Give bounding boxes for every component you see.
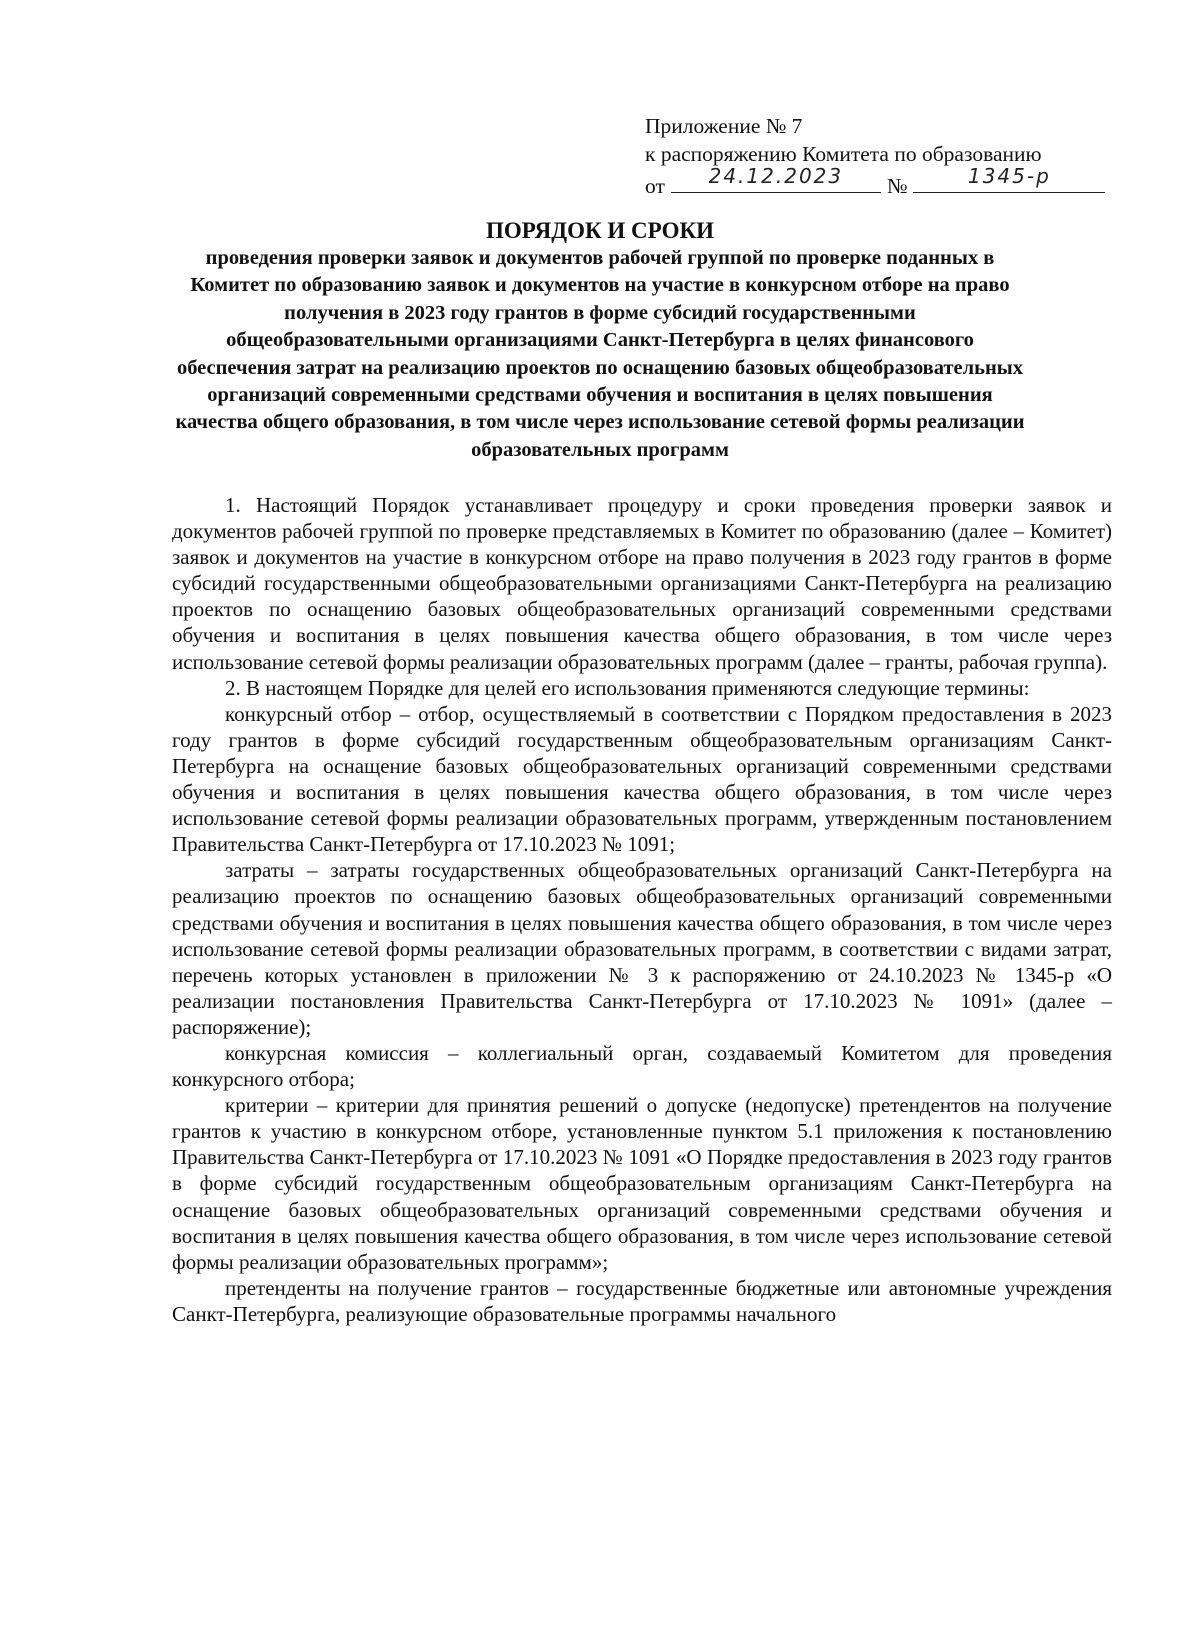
annex-line-2: к распоряжению Комитета по образованию: [645, 142, 1042, 166]
document-subtitle: проведения проверки заявок и документов рабочей группой по проверке поданных в Комитет по образованию заявок и документов на участие в конкурсном отборе на право получения в 2023 году грантов в форме субсидий государственными общеобразовательными организациями Санкт-Петербурга в целях финансового обеспечения затрат на реализацию проектов по оснащению базовых общеобразовательных организаций современными средствами обучения и воспитания в целях повышения качества общего образования, в том числе через использование сетевой формы реализации образовательных программ: [175, 247, 1025, 461]
annex-block: [645, 112, 1105, 200]
term-costs: затраты – затраты государственных общеобразовательных организаций Санкт-Петербурга на реализацию проектов по оснащению базовых общеобразовательных организаций современными средствами обучения и воспитания в целях повышения качества общего образования, в том числе через использование сетевой формы реализации образовательных программ, в соответствии с видами затрат, перечень которых установлен в приложении № 3 к распоряжению от 24.10.2023 № 1345-р «О реализации постановления Правительства Санкт-Петербурга от 17.10.2023 № 1091» (далее – распоряжение);: [172, 858, 1112, 1039]
handwritten-date: 24.12.2023: [708, 164, 844, 188]
document-body: [172, 492, 1112, 1327]
paragraph-1: 1. Настоящий Порядок устанавливает процедуру и сроки проведения проверки заявок и документов рабочей группой по проверке представляемых в Комитет по образованию (далее – Комитет) заявок и документов на участие в конкурсном отборе на право получения в 2023 году грантов в форме субсидий государственными общеобразовательными организациями Санкт-Петербурга на реализацию проектов по оснащению базовых общеобразовательных организаций современными средствами обучения и воспитания в целях повышения качества общего образования, в том числе через использование сетевой формы реализации образовательных программ (далее – гранты, рабочая группа).: [172, 493, 1112, 674]
handwritten-number: 1345-р: [967, 164, 1051, 188]
document-title: ПОРЯДОК И СРОКИ: [485, 218, 715, 243]
term-competitive-selection: конкурсный отбор – отбор, осуществляемый в соответствии с Порядком предоставления в 2023 году грантов в форме субсидий государственным общеобразовательным организациям Санкт-Петербурга на оснащение базовых общеобразовательных организаций современными средствами обучения и воспитания в целях повышения качества общего образования, в том числе через использование сетевой формы реализации образовательных программ, утвержденным постановлением Правительства Санкт-Петербурга от 17.10.2023 № 1091;: [172, 701, 1112, 857]
handwritten-date-field: [671, 164, 881, 193]
term-criteria: критерии – критерии для принятия решений о допуске (недопуске) претендентов на получение грантов к участию в конкурсном отборе, установленные пунктом 5.1 приложения к постановлению Правительства Санкт-Петербурга от 17.10.2023 № 1091 «О Порядке предоставления в 2023 году грантов в форме субсидий государственным общеобразовательным организациям Санкт-Петербурга на оснащение базовых общеобразовательных организаций современными средствами обучения и воспитания в целях повышения качества общего образования, в том числе через использование сетевой формы реализации образовательных программ»;: [172, 1093, 1112, 1274]
handwritten-number-field: [913, 164, 1105, 193]
term-competition-commission: конкурсная комиссия – коллегиальный орган, создаваемый Комитетом для проведения конкурсного отбора;: [172, 1040, 1112, 1092]
annex-from-label: от: [645, 174, 665, 198]
paragraph-2: 2. В настоящем Порядке для целей его использования применяются следующие термины:: [225, 675, 1030, 700]
annex-number-label: №: [886, 174, 908, 198]
annex-line-1: Приложение № 7: [645, 114, 803, 138]
annex-signature-line: [645, 164, 1105, 200]
term-grant-applicants: претенденты на получение грантов – государственные бюджетные или автономные учреждения Санкт-Петербурга, реализующие образовательные программы начального: [172, 1275, 1112, 1326]
